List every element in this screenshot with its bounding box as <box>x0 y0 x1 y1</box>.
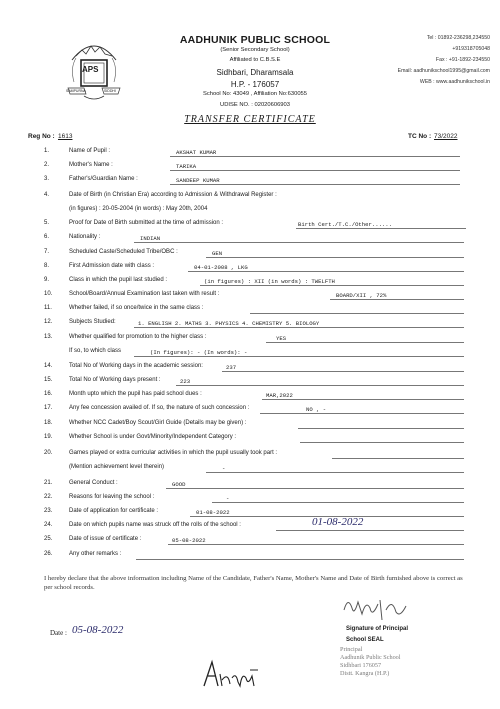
field-number: 7. <box>44 249 50 255</box>
field-value: 04-01-2008 , LKG <box>194 264 248 271</box>
field-label: Mother's Name : <box>69 162 113 168</box>
field-underline <box>332 458 464 459</box>
field-row-20 <box>0 420 500 434</box>
field-number: 1. <box>44 148 50 154</box>
struck-off-date-handwritten: 01-08-2022 <box>312 516 364 528</box>
contact-email: Email: aadhunikschool1995@gmail.com <box>397 68 490 74</box>
field-value: Birth Cert./T.C./Other...... <box>298 221 392 228</box>
field-label: Total No of Working days present : <box>69 377 161 383</box>
field-value: INDIAN <box>140 235 161 242</box>
field-label: Date of issue of certificate : <box>69 536 142 542</box>
field-underline <box>296 228 466 229</box>
header-line-1: (Senior Secondary School) <box>220 47 290 53</box>
field-underline <box>300 442 464 443</box>
field-underline <box>134 242 464 243</box>
field-underline <box>200 285 464 286</box>
field-row-16 <box>0 363 500 377</box>
field-label: Proof for Date of Birth submitted at the time of admission : <box>69 220 224 226</box>
signature-label: Signature of Principal <box>346 626 409 632</box>
field-number: 17. <box>44 405 53 411</box>
field-row-18 <box>0 391 500 405</box>
seal-label: School SEAL <box>346 637 384 643</box>
field-row-28 <box>0 536 500 550</box>
header-line-5: School No: 43049 , Affiliation No:630055 <box>203 91 307 97</box>
field-number: 3. <box>44 176 50 182</box>
stamp-line-4: Distt. Kangra (H.P.) <box>340 670 390 677</box>
field-row-9 <box>0 263 500 277</box>
contact-tel: Tel : 01892-236298,234550 <box>426 35 490 41</box>
field-number: 26. <box>44 551 53 557</box>
field-value: GOOD <box>172 481 186 488</box>
field-label: Date of application for certificate : <box>69 508 159 514</box>
field-value: NO , - <box>306 406 327 413</box>
declaration-text: I hereby declare that the above information including Name of the Candidate, Father's Name, Mother's Name and Date of Birth furnished above is correct as per school records. <box>44 575 463 591</box>
field-underline <box>134 327 464 328</box>
field-number: 16. <box>44 391 53 397</box>
field-row-5 <box>0 206 500 220</box>
field-value: 237 <box>226 364 237 371</box>
field-value: 05-08-2022 <box>172 537 206 544</box>
field-value: BOARD/XII , 72% <box>336 292 387 299</box>
field-label: Name of Pupil : <box>69 148 111 154</box>
field-underline <box>330 299 464 300</box>
field-underline <box>222 371 464 372</box>
field-label: (Mention achievement level therein) <box>69 464 165 470</box>
contact-mobile: +919318705048 <box>452 46 490 52</box>
field-label: Month upto which the pupil has paid school dues : <box>69 391 202 397</box>
field-row-21 <box>0 434 500 448</box>
stamp-line-2: Aadhunik Public School <box>340 654 401 661</box>
field-row-24 <box>0 480 500 494</box>
header-line-6: UDISE NO. : 02020606903 <box>220 102 290 108</box>
field-underline <box>212 502 464 503</box>
field-value: 01-08-2022 <box>196 509 230 516</box>
field-number: 6. <box>44 234 50 240</box>
field-label: General Conduct : <box>69 480 118 486</box>
field-label: Father's/Guardian Name : <box>69 176 138 182</box>
field-label: Date of Birth (in Christian Era) according to Admission & Withdrawal Register : <box>69 192 277 198</box>
field-row-4 <box>0 192 500 206</box>
field-label: Total No of Working days in the academic session: <box>69 363 203 369</box>
field-underline <box>134 356 464 357</box>
field-label: First Admission date with class : <box>69 263 155 269</box>
field-label: Subjects Studied: <box>69 319 116 325</box>
field-number: 19. <box>44 434 53 440</box>
field-row-11 <box>0 291 500 305</box>
field-value: - <box>222 465 226 472</box>
field-label: Whether failed, if so once/twice in the same class : <box>69 305 204 311</box>
field-underline <box>260 413 464 414</box>
field-underline <box>170 170 460 171</box>
field-label: Nationality : <box>69 234 101 240</box>
field-number: 22. <box>44 494 53 500</box>
field-number: 21. <box>44 480 53 486</box>
field-underline <box>170 156 460 157</box>
field-number: 8. <box>44 263 50 269</box>
field-row-12 <box>0 305 500 319</box>
field-row-2 <box>0 162 500 176</box>
tc-label: TC No : <box>408 133 432 140</box>
field-value: MAR,2022 <box>266 392 293 399</box>
field-row-14 <box>0 334 500 348</box>
school-seal-stamp <box>340 646 401 678</box>
field-value: (in figures) : XII (in words) : TWELFTH <box>204 278 335 285</box>
field-underline <box>250 313 464 314</box>
field-number: 20. <box>44 450 53 456</box>
field-number: 4. <box>44 192 50 198</box>
principal-signature <box>336 592 416 626</box>
field-number: 15. <box>44 377 53 383</box>
date-value: 05-08-2022 <box>72 624 124 636</box>
field-row-26 <box>0 508 500 522</box>
field-row-13 <box>0 319 500 333</box>
field-underline <box>136 559 464 560</box>
field-underline <box>262 399 464 400</box>
logo-letters: APS <box>82 65 99 74</box>
reg-value: 1613 <box>58 133 73 140</box>
certificate-title: TRANSFER CERTIFICATE <box>184 114 316 125</box>
header-line-2: Affiliated to C.B.S.E <box>229 57 281 63</box>
field-value: AKSHAT KUMAR <box>176 149 217 156</box>
field-row-27 <box>0 522 500 536</box>
field-number: 12. <box>44 319 53 325</box>
school-name: AADHUNIK PUBLIC SCHOOL <box>179 34 331 46</box>
field-number: 11. <box>44 305 52 311</box>
student-signature <box>198 656 264 692</box>
field-label: Whether NCC Cadet/Boy Scout/Girl Guide (Details may be given) : <box>69 420 247 426</box>
tc-value: 73/2022 <box>434 133 458 140</box>
field-label: Games played or extra curricular activities in which the pupil usually took part : <box>69 450 278 456</box>
field-row-22 <box>0 450 500 464</box>
header-line-3: Sidhbari, Dharamsala <box>216 68 294 77</box>
field-value: 1. ENGLISH 2. MATHS 3. PHYSICS 4. CHEMISTRY 5. BIOLOGY <box>138 320 320 327</box>
field-number: 10. <box>44 291 53 297</box>
field-label: Whether School is under Govt/Minority/Independent Category : <box>69 434 237 440</box>
field-row-25 <box>0 494 500 508</box>
stamp-line-3: Sidhbari 176057 <box>340 662 382 669</box>
field-row-17 <box>0 377 500 391</box>
field-value: GEN <box>212 250 223 257</box>
field-underline <box>298 428 464 429</box>
field-label: School/Board/Annual Examination last taken with result : <box>69 291 220 297</box>
field-label: If so, to which class <box>69 348 122 354</box>
logo-motto-right: SIDDHI <box>104 89 116 93</box>
field-number: 24. <box>44 522 53 528</box>
field-row-1 <box>0 148 500 162</box>
field-number: 13. <box>44 334 53 340</box>
reg-label: Reg No : <box>28 133 55 140</box>
field-number: 14. <box>44 363 53 369</box>
field-underline <box>188 271 464 272</box>
field-number: 25. <box>44 536 53 542</box>
field-number: 23. <box>44 508 53 514</box>
field-label: Any other remarks : <box>69 551 122 557</box>
field-underline <box>176 385 464 386</box>
field-row-23 <box>0 464 500 478</box>
field-row-3 <box>0 176 500 190</box>
field-row-10 <box>0 277 500 291</box>
field-underline <box>206 257 464 258</box>
field-number: 2. <box>44 162 50 168</box>
field-number: 5. <box>44 220 50 226</box>
contact-fax: Fax : +91-1892-234550 <box>435 57 490 63</box>
field-row-7 <box>0 234 500 248</box>
field-row-8 <box>0 249 500 263</box>
field-underline <box>206 472 464 473</box>
stamp-line-1: Principal <box>340 646 363 653</box>
field-underline <box>168 544 464 545</box>
field-label: Scheduled Caste/Scheduled Tribe/OBC : <box>69 249 178 255</box>
field-underline <box>166 488 464 489</box>
field-value: - <box>226 495 230 502</box>
field-underline <box>170 184 460 185</box>
field-row-29 <box>0 551 500 565</box>
header-line-4: H.P. - 176057 <box>230 80 280 89</box>
field-number: 18. <box>44 420 53 426</box>
field-row-19 <box>0 405 500 419</box>
field-value: YES <box>276 335 287 342</box>
logo-motto-left: SAMPURNA <box>66 89 86 93</box>
date-label: Date : <box>50 629 67 637</box>
field-label: Class in which the pupil last studied : <box>69 277 168 283</box>
field-underline <box>266 342 464 343</box>
field-underline <box>276 530 464 531</box>
field-label: Any fee concession availed of. If so, the nature of such concession : <box>69 405 250 411</box>
field-row-15 <box>0 348 500 362</box>
field-value: SANDEEP KUMAR <box>176 177 220 184</box>
field-row-6 <box>0 220 500 234</box>
field-label: Whether qualified for promotion to the higher class : <box>69 334 207 340</box>
field-number: 9. <box>44 277 50 283</box>
field-label: Reasons for leaving the school : <box>69 494 155 500</box>
field-value: 223 <box>180 378 191 385</box>
contact-web: WEB : www.aadhunikschool.in <box>419 79 490 85</box>
field-label: (in figures) : 20-05-2004 (in words) : May 20th, 2004 <box>69 206 208 212</box>
field-value: (In figures): - (In words): - <box>150 349 248 356</box>
field-label: Date on which pupils name was struck off the rolls of the school : <box>69 522 241 528</box>
field-value: TARIKA <box>176 163 197 170</box>
